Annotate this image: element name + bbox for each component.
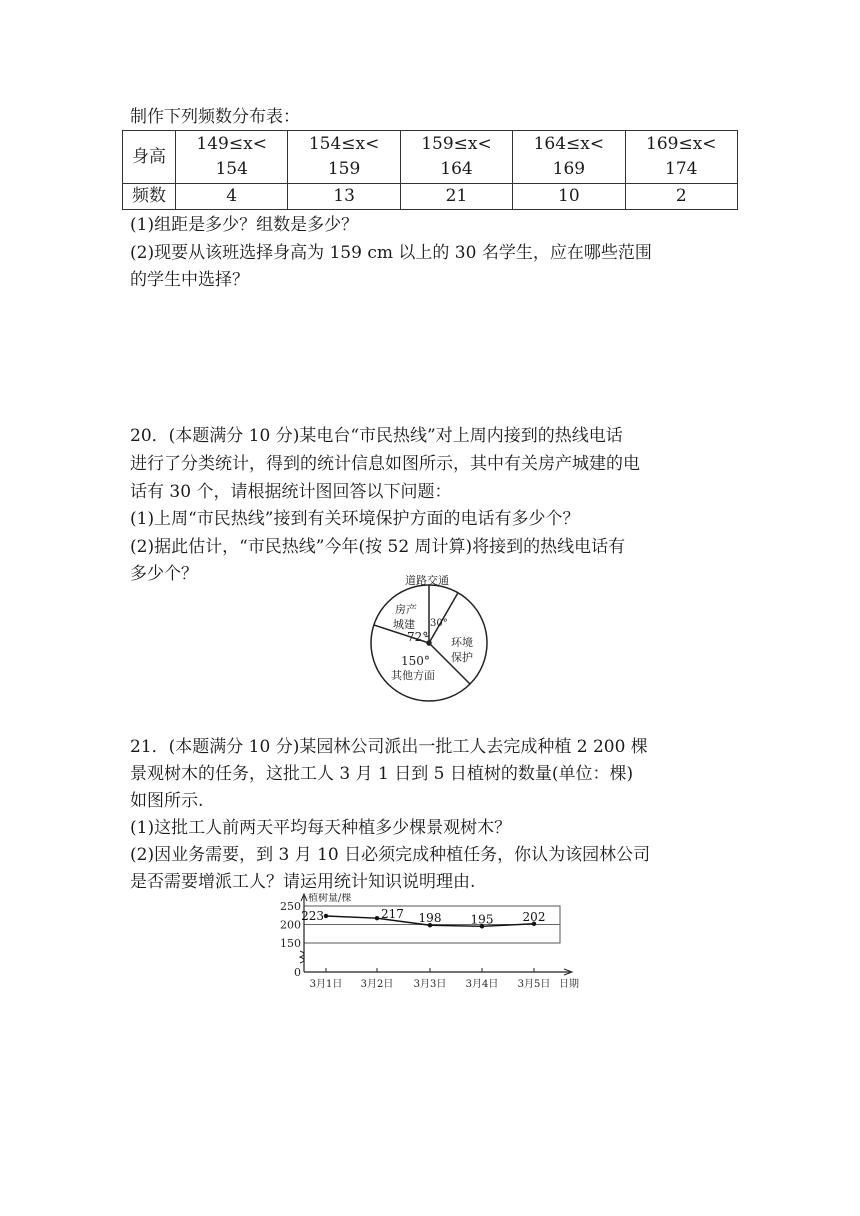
count-cell: 10 xyxy=(513,184,625,210)
pie-label-env: 环境 xyxy=(451,636,473,649)
pie-label-env: 保护 xyxy=(451,651,473,664)
x-tick-label: 3月3日 xyxy=(413,979,447,990)
q19-part2-line1: (2)现要从该班选择身高为 159 cm 以上的 30 名学生，应在哪些范围 xyxy=(130,243,652,263)
q21-stem-line3: 如图所示. xyxy=(130,791,204,811)
range-cell: 169≤x< 174 xyxy=(625,131,737,184)
q20-part1: (1)上周“市民热线”接到有关环境保护方面的电话有多少个？ xyxy=(130,509,580,529)
q20-stem-line3: 话有 30 个，请根据统计图回答以下问题： xyxy=(130,482,452,502)
q21-stem-line1: 21．(本题满分 10 分)某园林公司派出一批工人去完成种植 2 200 棵 xyxy=(130,737,648,757)
q20-stem-line2: 进行了分类统计，得到的统计信息如图所示，其中有关房产城建的电 xyxy=(130,454,640,474)
x-tick-label: 3月4日 xyxy=(465,979,499,990)
count-cell: 13 xyxy=(288,184,400,210)
range-cell: 154≤x< 159 xyxy=(288,131,400,184)
x-tick-label: 3月1日 xyxy=(309,979,343,990)
axis-break xyxy=(300,951,304,963)
data-label: 195 xyxy=(470,912,494,927)
frequency-table xyxy=(122,130,738,210)
range-cell: 164≤x< 169 xyxy=(513,131,625,184)
q20-part2-line2: 多少个？ xyxy=(130,564,198,584)
q21-stem-line2: 景观树木的任务，这批工人 3 月 1 日到 5 日植树的数量(单位：棵) xyxy=(130,764,634,784)
pie-label-road: 道路交通 xyxy=(405,574,449,587)
pie-label-housing: 城建 xyxy=(393,618,415,631)
y-axis-label: 植树量/棵 xyxy=(308,893,352,904)
y-tick-label: 250 xyxy=(280,900,301,913)
q19-part1: (1)组距是多少？组数是多少？ xyxy=(130,215,359,235)
count-cell: 4 xyxy=(176,184,288,210)
pie-label-housing: 房产 xyxy=(395,603,417,616)
table-row xyxy=(123,131,738,184)
pie-label-other: 其他方面 xyxy=(391,669,435,682)
data-point xyxy=(375,916,379,920)
pie-chart xyxy=(365,573,505,705)
q20-stem-line1: 20．(本题满分 10 分)某电台“市民热线”对上周内接到的热线电话 xyxy=(130,426,623,446)
pie-angle-housing: 72° xyxy=(407,630,429,644)
q21-part2-line1: (2)因业务需要，到 3 月 10 日必须完成种植任务，你认为该园林公司 xyxy=(130,845,651,865)
y-tick-label: 150 xyxy=(280,937,301,950)
data-point xyxy=(324,914,328,918)
pie-angle-road: 30° xyxy=(430,618,448,629)
row-header-height: 身高 xyxy=(123,131,176,184)
data-label: 198 xyxy=(418,911,442,926)
intro-text: 制作下列频数分布表： xyxy=(130,107,300,127)
y-tick-label: 200 xyxy=(280,918,301,932)
q20-part2-line1: (2)据此估计，“市民热线”今年(按 52 周计算)将接到的热线电话有 xyxy=(130,537,626,557)
data-label: 223 xyxy=(301,908,324,923)
x-tick-label: 3月5日 xyxy=(517,979,551,990)
count-cell: 21 xyxy=(400,184,512,210)
pie-angle-other: 150° xyxy=(401,654,430,668)
count-cell: 2 xyxy=(625,184,737,210)
q21-part2-line2: 是否需要增派工人？请运用统计知识说明理由. xyxy=(130,872,476,892)
y-tick-label: 0 xyxy=(294,966,301,979)
range-cell: 149≤x< 154 xyxy=(176,131,288,184)
data-label: 217 xyxy=(381,907,404,922)
q21-part1: (1)这批工人前两天平均每天种植多少棵景观树木？ xyxy=(130,818,512,838)
data-label: 202 xyxy=(522,909,546,924)
table-row xyxy=(123,184,738,210)
q19-part2-line2: 的学生中选择？ xyxy=(130,270,249,290)
x-tick-label: 3月2日 xyxy=(360,979,394,990)
row-header-count: 频数 xyxy=(123,184,176,210)
x-axis-label: 日期 xyxy=(559,979,579,990)
line-chart xyxy=(270,893,590,993)
range-cell: 159≤x< 164 xyxy=(400,131,512,184)
